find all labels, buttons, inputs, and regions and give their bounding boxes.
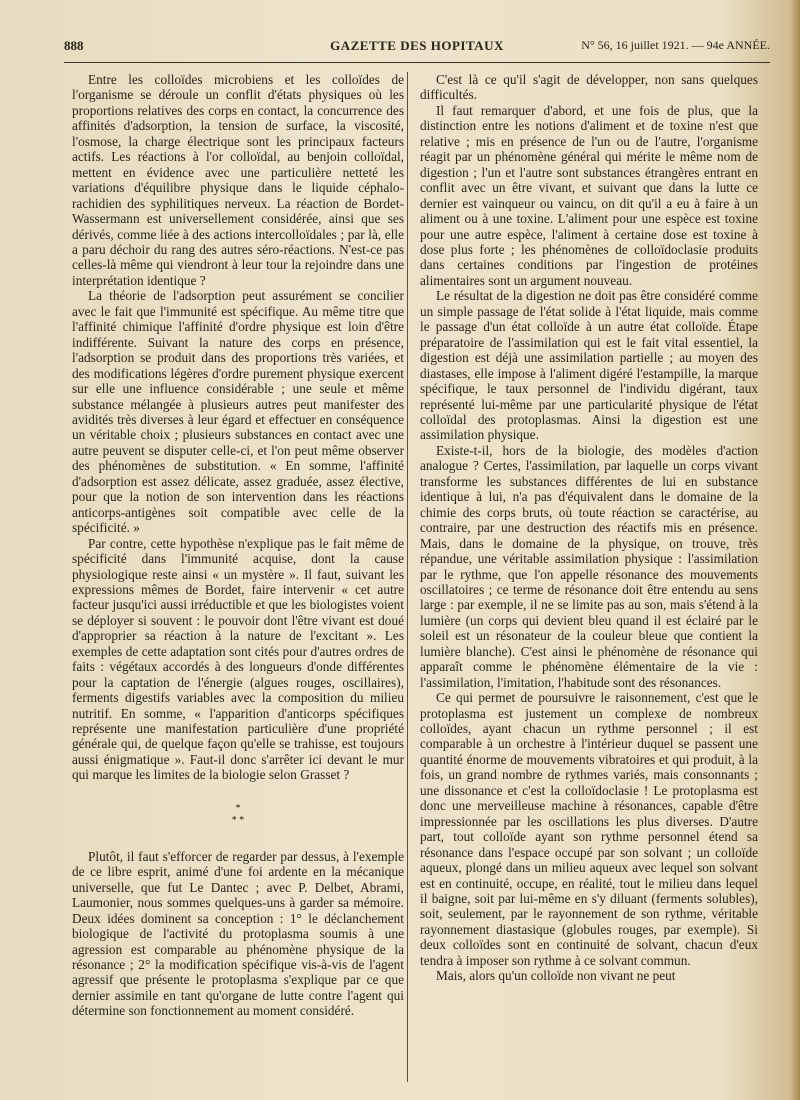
page-edge-shadow <box>790 0 800 1100</box>
paragraph: C'est là ce qu'il s'agit de développer, non sans quelques difficultés. <box>420 72 758 103</box>
left-column <box>72 72 404 1019</box>
page-number: 888 <box>64 38 84 53</box>
paragraph: Par contre, cette hypothèse n'explique pas le fait même de spécificité dans l'immunité acquise, dont la cause physiologique reste ainsi « un mystère ». Il faut, suivant les expressions mêmes de Bordet, faire intervenir « cet autre facteur jusqu'ici aussi irréductible et que les biologistes voient se déployer si souvent : le pouvoir dont l'être vivant est doué d'approprier sa réaction à la nature de l'excitant ». Les exemples de cette adaptation sont cités pour d'autres ordres de faits : végétaux accordés à des longueurs d'onde différentes pour la captation de l'énergie (algues rouges, oscillaires), ferments digestifs variables avec la composition du milieu nutritif. En somme, « l'apparition d'anticorps spécifiques représente une manifestation particulière d'une propriété générale qui, de quelque façon qu'elle se trahisse, est toujours aussi énigmatique ». Faut-il donc s'arrêter ici devant le mur qui marque les limites de la biologie selon Grasset ? <box>72 535 404 783</box>
journal-title: GAZETTE DES HOPITAUX <box>330 38 504 53</box>
paragraph: Existe-t-il, hors de la biologie, des modèles d'action analogue ? Certes, l'assimilation, par laquelle un corps vivant transforme les substances différentes de lui en substance identique à lui, n'a pas d'équivalent dans le domaine de la chimie des corps bruts, où toute réaction se caractérise, au contraire, par une destruction des réactifs mis en présence. Mais, dans le domaine de la physique, on trouve, très répandue, une véritable assimilation physique : l'assimilation par le rythme, que l'on appelle résonance des mouvements oscillatoires ; ce terme de résonance doit être entendu au sens large : par exemple, il ne se limite pas au son, mais s'étend à la lumière (un corps qui devient bleu quand il est éclairé par le soleil est un résonateur de la couleur bleue que contient la lumière blanche). C'est ainsi le phénomène de résonance qui apparaît comme le phénomène élémentaire de la vie : l'assimilation, l'imitation, l'habitude sont des résonances. <box>420 442 758 690</box>
separator-stars-bottom: * * <box>231 814 245 826</box>
paragraph: Entre les colloïdes microbiens et les colloïdes de l'organisme se déroule un conflit d'états physiques où les proportions relatives des corps en contact, la concurrence des affinités d'adsorption, la tension de surface, la viscosité, l'osmose, la charge électrique sont les principaux facteurs actifs. Les réactions à l'or colloïdal, au benjoin colloïdal, mettent en évidence avec une particulière netteté les variations d'équilibre physique dans le liquide céphalo-rachidien des syphilitiques nerveux. La réaction de Bordet-Wassermann est universellement considérée, ainsi que ses dérivés, comme liée à des actions intercolloïdales ; par là, elle a paru déchoir du rang des autres séro-réactions. N'est-ce pas celles-là même qui viendront à leur tour la rejoindre dans une interprétation identique ? <box>72 72 404 288</box>
paragraph: Mais, alors qu'un colloïde non vivant ne peut <box>436 968 676 984</box>
right-column <box>420 72 758 984</box>
paragraph: Plutôt, il faut s'efforcer de regarder par dessus, à l'exemple de ce libre esprit, animé d'une foi ardente en la mécanique universelle, que fut Le Dantec ; avec P. Delbet, Abrami, Laumonier, nous sommes quelques-uns à garder sa mémoire. Deux idées dominent sa conception : 1° le déclanchement biologique de l'activité du protoplasma soumis à une agression est comparable au phénomène physique de la résonance ; 2° la modification spécifique vis-à-vis de l'agent agressif que présente le protoplasma s'explique par ce que dernier assimile en tant qu'organe de lutte contre l'agent qui détermine son fonctionnement au moment considéré. <box>72 848 404 1019</box>
paragraph: Ce qui permet de poursuivre le raisonnement, c'est que le protoplasma est justement un complexe de nombreux colloïdes, ayant chacun un rythme personnel ; il est comparable à un orchestre à l'intérieur duquel se passent une quantité énorme de mouvements vibratoires et qui produit, à la fois, un grand nombre de rythmes variés, mais consonnants ; une dissonance et c'est la colloïdoclasie ! Le protoplasma est donc une merveilleuse machine à résonances, capable d'être impressionnée par les oscillations les plus diverses. D'autre part, tout colloïde ayant son rythme personnel étend sa résonance dans l'espace occupé par son solvant ; un colloïde aqueux, plongé dans un milieu aqueux avec lequel son solvant est en continuité, occupe, en réalité, tout le milieu dans lequel il baigne, soit par lui-même en s'y diluant (ferments solubles), soit, seulement, par le rayonnement de son rythme, véritable rayonnement diastasique (globules rouges, par exemple). Si deux colloïdes sont en continuité de solvant, chacun d'eux tendra à imposer son rythme à ce solvant commun. <box>420 690 758 968</box>
column-divider <box>407 72 408 1082</box>
paragraph: Il faut remarquer d'abord, et une fois de plus, que la distinction entre les notions d'aliment et de toxine n'est que relative ; mis en présence de l'un ou de l'autre, l'organisme réagit par un phénomène général qui mérite le même nom de digestion ; l'un et l'autre sont substances étrangères entrant en conflit avec un être vivant, et suivant que dans la lutte ce dernier est vainqueur ou vaincu, on dit qu'il a eu à faire à un aliment ou à une toxine. L'aliment pour une espèce est toxine pour une autre espèce, l'aliment à certaine dose est toxine à dose plus forte ; les phénomènes de colloïdoclasie produits dans certaines conditions par l'ingestion de protéines alimentaires sont un argument nouveau. <box>420 102 758 288</box>
paragraph: Le résultat de la digestion ne doit pas être considéré comme un simple passage de l'état solide à l'état liquide, mais comme le passage d'un état colloïde à un autre état colloïde. Étape préparatoire de l'assimilation qui est le fait vital essentiel, la digestion est déjà une assimilation partielle ; au moyen des diastases, elle impose à l'aliment digéré l'estampille, la marque spécifique, le taux personnel de l'individu digérant, taux représenté lui-même par une particularité physique de l'état colloïdal des protoplasmas. Ainsi la digestion est une assimilation physique. <box>420 288 758 443</box>
issue-info: N° 56, 16 juillet 1921. — 94e ANNÉE. <box>581 38 770 52</box>
paragraph: La théorie de l'adsorption peut assurément se concilier avec le fait que l'immunité est spécifique. Au même titre que l'affinité chimique l'affinité d'ordre physique est loin d'être indifférente. Suivant la nature des corps en présence, l'adsorption se produit dans des proportions très variées, et des modifications légères d'ordre purement physique exercent sur elle une influence considérable ; une seule et même substance mélangée à plusieurs autres peut manifester des avidités très diverses à leur égard et effectuer en conséquence un véritable choix ; plusieurs substances en contact avec une autre peuvent se disputer celle-ci, et l'on peut même observer des phénomènes de substitution. « En somme, l'affinité d'adsorption est assez délicate, assez graduée, assez élective, pour que la notion de son intervention dans les réactions anticorps-antigènes soit compatible avec celle de la spécificité. » <box>72 288 404 536</box>
section-separator <box>72 803 404 827</box>
header-rule <box>64 62 770 63</box>
page-header <box>64 36 770 58</box>
separator-star-top: * <box>235 802 241 814</box>
